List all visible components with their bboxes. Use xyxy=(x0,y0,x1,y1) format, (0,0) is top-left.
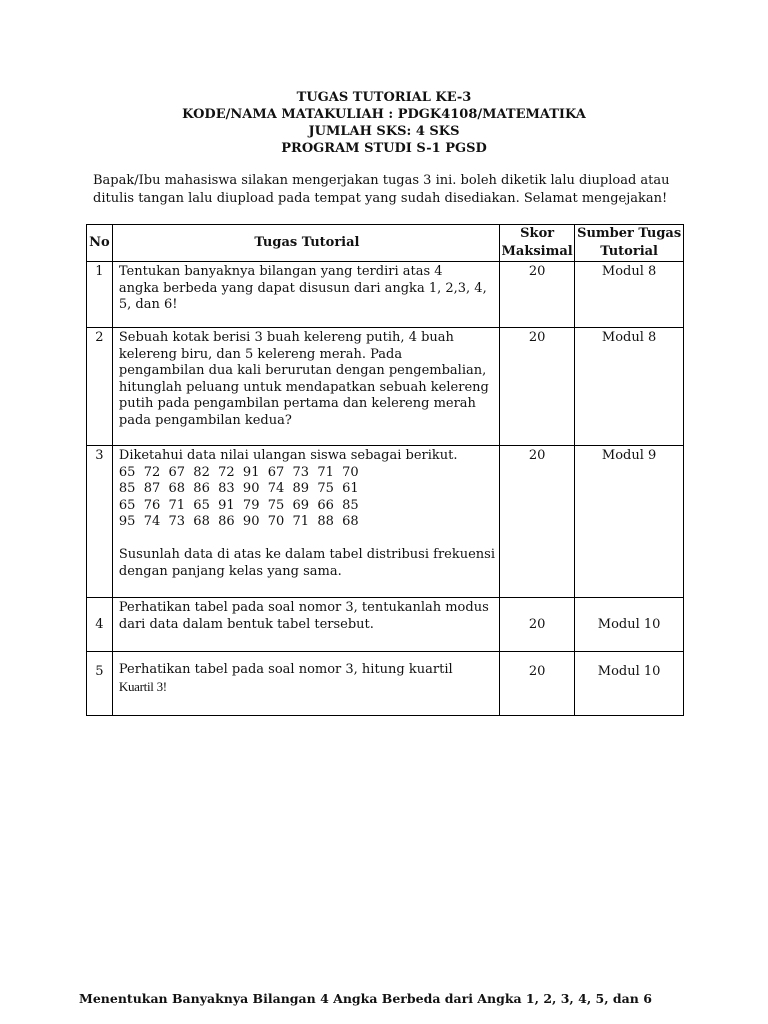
header-source-line: Tutorial xyxy=(600,244,658,259)
task-line: Perhatikan tabel pada soal nomor 3, hitung kuartil xyxy=(118,662,453,677)
row-number: 2 xyxy=(87,328,113,446)
paragraph-gap xyxy=(119,531,495,547)
data-values-line: 65 72 67 82 72 91 67 73 71 70 xyxy=(118,464,359,480)
task-line: Susunlah data di atas ke dalam tabel distribusi frekuensi xyxy=(118,546,496,562)
task-line: dari data dalam bentuk tabel tersebut. xyxy=(118,616,374,632)
table-row xyxy=(87,652,684,716)
task-source: Modul 10 xyxy=(575,652,684,716)
header-max-score xyxy=(500,225,575,262)
row-number: 1 xyxy=(87,262,113,328)
task-line: Diketahui data nilai ulangan siswa sebagai berikut. xyxy=(118,448,458,463)
task-line: hitunglah peluang untuk mendapatkan sebuah kelereng xyxy=(118,379,489,395)
data-values-line: 95 74 73 68 86 90 70 71 88 68 xyxy=(118,514,359,530)
task-line: putih pada pengambilan pertama dan kelereng merah xyxy=(118,396,476,412)
header-task: Tugas Tutorial xyxy=(112,225,499,262)
row-number: 5 xyxy=(87,652,113,716)
max-score: 20 xyxy=(500,262,575,328)
task-text xyxy=(112,446,499,598)
study-program: PROGRAM STUDI S-1 PGSD xyxy=(281,141,487,156)
credit-count: JUMLAH SKS: 4 SKS xyxy=(308,124,460,139)
table-row xyxy=(87,446,684,598)
task-text xyxy=(112,262,499,328)
tasks-table xyxy=(86,224,684,716)
data-values-line: 65 76 71 65 91 79 75 69 66 85 xyxy=(118,497,359,513)
task-line: pada pengambilan kedua? xyxy=(118,412,292,428)
task-line: Kuartil 3! xyxy=(118,678,167,694)
instructions-paragraph xyxy=(93,172,693,208)
task-line: 5, dan 6! xyxy=(118,297,178,313)
task-line: angka berbeda yang dapat disusun dari angka 1, 2,3, 4, xyxy=(118,280,487,296)
task-line: pengambilan dua kali berurutan dengan pengembalian, xyxy=(118,363,487,379)
task-line: Perhatikan tabel pada soal nomor 3, tentukanlah modus xyxy=(118,600,489,615)
task-text xyxy=(112,598,499,652)
task-line: dengan panjang kelas yang sama. xyxy=(118,563,342,579)
task-line: Tentukan banyaknya bilangan yang terdiri atas 4 xyxy=(118,264,443,279)
task-text xyxy=(112,652,499,716)
task-line: Sebuah kotak berisi 3 buah kelereng putih, 4 buah xyxy=(118,330,454,345)
row-number: 3 xyxy=(87,446,113,598)
data-values-line: 85 87 68 86 83 90 74 89 75 61 xyxy=(118,481,359,497)
task-source: Modul 8 xyxy=(575,328,684,446)
max-score: 20 xyxy=(500,598,575,652)
assignment-title: TUGAS TUTORIAL KE-3 xyxy=(296,90,472,105)
instructions-line: Bapak/Ibu mahasiswa silakan mengerjakan tugas 3 ini. boleh diketik lalu diupload atau xyxy=(93,173,670,188)
course-code-name: KODE/NAMA MATAKULIAH : PDGK4108/MATEMATIKA xyxy=(182,107,586,122)
max-score: 20 xyxy=(500,328,575,446)
row-number: 4 xyxy=(87,598,113,652)
table-row xyxy=(87,328,684,446)
task-text xyxy=(112,328,499,446)
task-line: kelereng biru, dan 5 kelereng merah. Pada xyxy=(118,346,403,362)
header-source xyxy=(575,225,684,262)
header-source-line: Sumber Tugas xyxy=(577,226,682,241)
max-score: 20 xyxy=(500,652,575,716)
header-no: No xyxy=(87,225,113,262)
task-source: Modul 9 xyxy=(575,446,684,598)
table-header-row xyxy=(87,225,684,262)
task-source: Modul 10 xyxy=(575,598,684,652)
document-footer: Menentukan Banyaknya Bilangan 4 Angka Berbeda dari Angka 1, 2, 3, 4, 5, dan 6 xyxy=(79,991,652,1006)
table-row xyxy=(87,598,684,652)
document-header xyxy=(0,89,768,157)
instructions-line: ditulis tangan lalu diupload pada tempat yang sudah disediakan. Selamat mengejakan! xyxy=(93,191,668,206)
max-score: 20 xyxy=(500,446,575,598)
header-max-score-line: Maksimal xyxy=(501,244,573,259)
task-source: Modul 8 xyxy=(575,262,684,328)
header-max-score-line: Skor xyxy=(520,226,555,241)
table-row xyxy=(87,262,684,328)
